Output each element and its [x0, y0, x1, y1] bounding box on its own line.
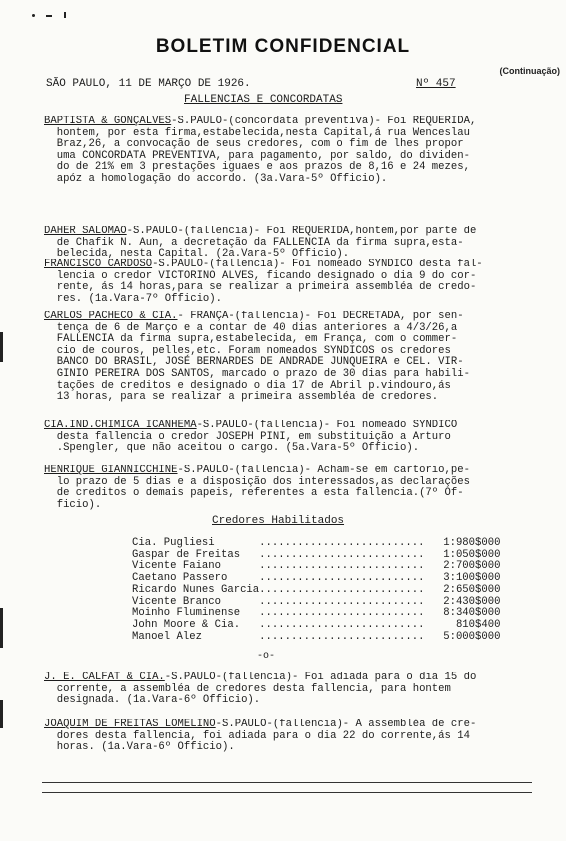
- document-title: BOLETIM CONFIDENCIAL: [155, 36, 411, 57]
- footer-rule: [42, 792, 532, 793]
- entry-text: -S.PAULO-(fallencia)- Foi nomeado SYNDICO desta fal-: [152, 259, 483, 270]
- creditor-amount: 2:700$000: [443, 560, 501, 573]
- creditor-row: [132, 538, 500, 550]
- entry-company-name: HENRIQUE GIANNICCHINE: [44, 465, 178, 476]
- entry-4: [44, 420, 530, 455]
- leader-dots: ..........................: [259, 549, 425, 561]
- entry-text: dores desta fallencia, foi adiada para o dia 22 do corrente,ás 14: [44, 729, 470, 742]
- entry-0: [44, 116, 530, 186]
- entry-text: -S.PAULO-(fallencia)- Foi nomeado SYNDICO: [196, 420, 458, 431]
- entry-company-name: DAHER SALOMÃO: [44, 226, 127, 237]
- entry-company-name: J. E. CALFAT & CIA.: [44, 672, 165, 683]
- leader-dots: ..........................: [259, 608, 425, 620]
- leader-dots: ..........................: [259, 596, 425, 608]
- entry-text: 13 horas, para se realizar a primeira assembléa de credores.: [44, 391, 439, 404]
- entry-line: [44, 174, 530, 186]
- entry-company-name: FRANCISCO CARDOSO: [44, 259, 153, 270]
- creditor-name: Manoel Alez: [132, 630, 202, 643]
- entry-text: rente, ás 14 horas,para se realizar a primeira assembléa de credo-: [44, 281, 477, 294]
- entry-text: designada. (1a.Vara-6º Officio).: [44, 694, 261, 707]
- margin-mark: [0, 700, 3, 728]
- entry-text: BANCO DO BRASIL, JOSÉ BERNARDES DE ANDRADE JUNQUEIRA e CEL. VIR-: [44, 356, 464, 369]
- entry-3: [44, 311, 530, 404]
- creditor-name: Gaspar de Freitas: [132, 548, 241, 561]
- creditor-name: Cia. Pugliesi: [132, 537, 215, 549]
- entry-text: lencia o credor VICTORINO ALVES, ficando designado o dia 9 do cor-: [44, 269, 477, 282]
- entry-text: .Spengler, que não aceitou o cargo. (5a.Vara-5º Officio).: [44, 442, 420, 455]
- entry-line: [44, 488, 530, 500]
- leader-dots: ..........................: [259, 561, 425, 573]
- entry-company-name: CIA.IND.CHIMICA ICANHEMA: [44, 420, 197, 431]
- creditor-amount: 3:100$000: [443, 572, 501, 585]
- entry-text: apóz a homologação do accordo. (3a.Vara-5º Officio).: [44, 172, 388, 185]
- entry-text: - FRANÇA-(fallencia)- Foi DECRETADA, por sen-: [177, 311, 464, 322]
- creditor-name: Vicente Faiano: [132, 560, 222, 573]
- entry-text: -S.PAULO-(fallencia)- Foi adiada para o dia 15 do: [164, 672, 477, 683]
- entry-text: FALLENCIA da firma supra,estabelecida, em França, com o commer-: [44, 333, 458, 346]
- creditor-amount: 2:650$000: [443, 583, 501, 596]
- margin-mark: [0, 608, 3, 648]
- entry-text: -S.PAULO-(concordata preventiva)- Foi REQUERIDA,: [171, 116, 477, 127]
- entry-6: [44, 672, 530, 707]
- creditor-name: Ricardo Nunes Garcia: [132, 583, 260, 596]
- entry-text: GINIO PEREIRA DOS SANTOS, marcado o prazo de 30 dias para habili-: [44, 367, 470, 380]
- creditor-name: Moinho Fluminense: [132, 607, 241, 620]
- entry-text: hontem, por esta firma,estabelecida,nesta Capital,á rua Wenceslau: [44, 126, 470, 139]
- entry-text: tença de 6 de Março e a contar de 40 dias anteriores a 4/3/26,a: [44, 321, 458, 334]
- entry-1: [44, 226, 530, 261]
- entry-text: -S.PAULO-(fallencia)- A assembléa de cre-: [215, 719, 477, 730]
- date-line: SÃO PAULO, 11 DE MARÇO DE 1926.: [46, 78, 251, 90]
- section-divider: -o-: [257, 651, 276, 662]
- entry-line: [44, 695, 530, 707]
- entry-text: horas. (1a.Vara-6º Officio).: [44, 741, 235, 754]
- entry-line: [44, 500, 530, 512]
- entry-line: [44, 392, 530, 404]
- entry-5: [44, 465, 530, 511]
- creditor-row: [132, 632, 500, 644]
- entry-text: de Chafik N. Aun, a decretação da FALLENCIA da firma supra,esta-: [44, 236, 464, 249]
- leader-dots: ..........................: [259, 631, 425, 643]
- creditor-name: Vicente Branco: [132, 595, 222, 608]
- entry-text: corrente, a assembléa de credores desta fallencia, para hontem: [44, 682, 451, 695]
- entry-line: [44, 742, 530, 754]
- entry-company-name: BAPTISTA & GONÇALVES: [44, 116, 172, 127]
- creditor-name: John Moore & Cia.: [132, 618, 241, 631]
- continuation-label: (Continuação): [499, 66, 560, 76]
- creditor-amount: 8:340$000: [443, 607, 501, 620]
- margin-mark: [0, 332, 3, 362]
- leader-dots: ..........................: [259, 619, 425, 631]
- bulletin-number: Nº 457: [416, 78, 456, 90]
- creditor-amount: 810$400: [455, 618, 501, 631]
- creditor-amount: 5:000$000: [443, 630, 501, 643]
- leader-dots: ..........................: [259, 538, 425, 549]
- creditor-row: [132, 585, 500, 597]
- creditors-table: [132, 538, 500, 643]
- entry-2: [44, 259, 530, 305]
- entry-7: [44, 719, 530, 754]
- entry-text: do de 21% em 3 prestações iguaes e aos prazos de 8,16 e 24 mezes,: [44, 161, 470, 174]
- entry-text: -S.PAULO-(fallencia)- Foi REQUERIDA,hontem,por parte de: [126, 226, 477, 237]
- margin-mark: [46, 15, 52, 17]
- entry-text: res. (1a.Vara-7º Officio).: [44, 292, 223, 305]
- entry-text: de creditos o demais papeis, referentes a esta fallencia.(7º Of-: [44, 487, 464, 500]
- creditor-amount: 1:980$000: [443, 537, 501, 549]
- entry-text: lo prazo de 5 dias e a disposição dos interessados,as declarações: [44, 475, 470, 488]
- creditors-heading: Credores Habilitados: [212, 515, 345, 527]
- margin-mark: [32, 14, 35, 17]
- leader-dots: ..........................: [259, 584, 425, 596]
- entry-line: [44, 443, 530, 455]
- footer-rule: [42, 782, 532, 783]
- entry-text: Braz,26, a convocação de seus credores, com o fim de lhes propor: [44, 138, 464, 151]
- entry-text: belecida, nesta Capital. (2a.Vara-5º Officio).: [44, 248, 350, 261]
- margin-mark: [64, 12, 66, 18]
- section-heading: FALLENCIAS E CONCORDATAS: [184, 94, 343, 106]
- entry-text: ficio).: [44, 498, 102, 511]
- leader-dots: ..........................: [259, 573, 425, 585]
- creditor-amount: 2:430$000: [443, 595, 501, 608]
- entry-text: cio de couros, pelles,etc. Foram nomeados SYNDICOS os credores: [44, 344, 451, 357]
- entry-text: desta fallencia o credor JOSEPH PINI, em substituição a Arturo: [44, 430, 451, 443]
- entry-text: tações de creditos e designado o dia 17 de Abril p.vindouro,ás: [44, 379, 451, 392]
- entry-line: [44, 294, 530, 306]
- creditor-name: Caetano Passero: [132, 572, 228, 585]
- entry-company-name: CARLOS PACHECO & CIA.: [44, 311, 178, 322]
- entry-text: uma CONCORDATA PREVENTIVA, para pagamento, por saldo, do dividen-: [44, 149, 470, 162]
- entry-company-name: JOAQUIM DE FREITAS LOMELINO: [44, 719, 216, 730]
- entry-text: -S.PAULO-(fallencia)- Acham-se em cartorio,pe-: [177, 465, 470, 476]
- creditor-row: [132, 620, 500, 632]
- creditor-amount: 1:050$000: [443, 548, 501, 561]
